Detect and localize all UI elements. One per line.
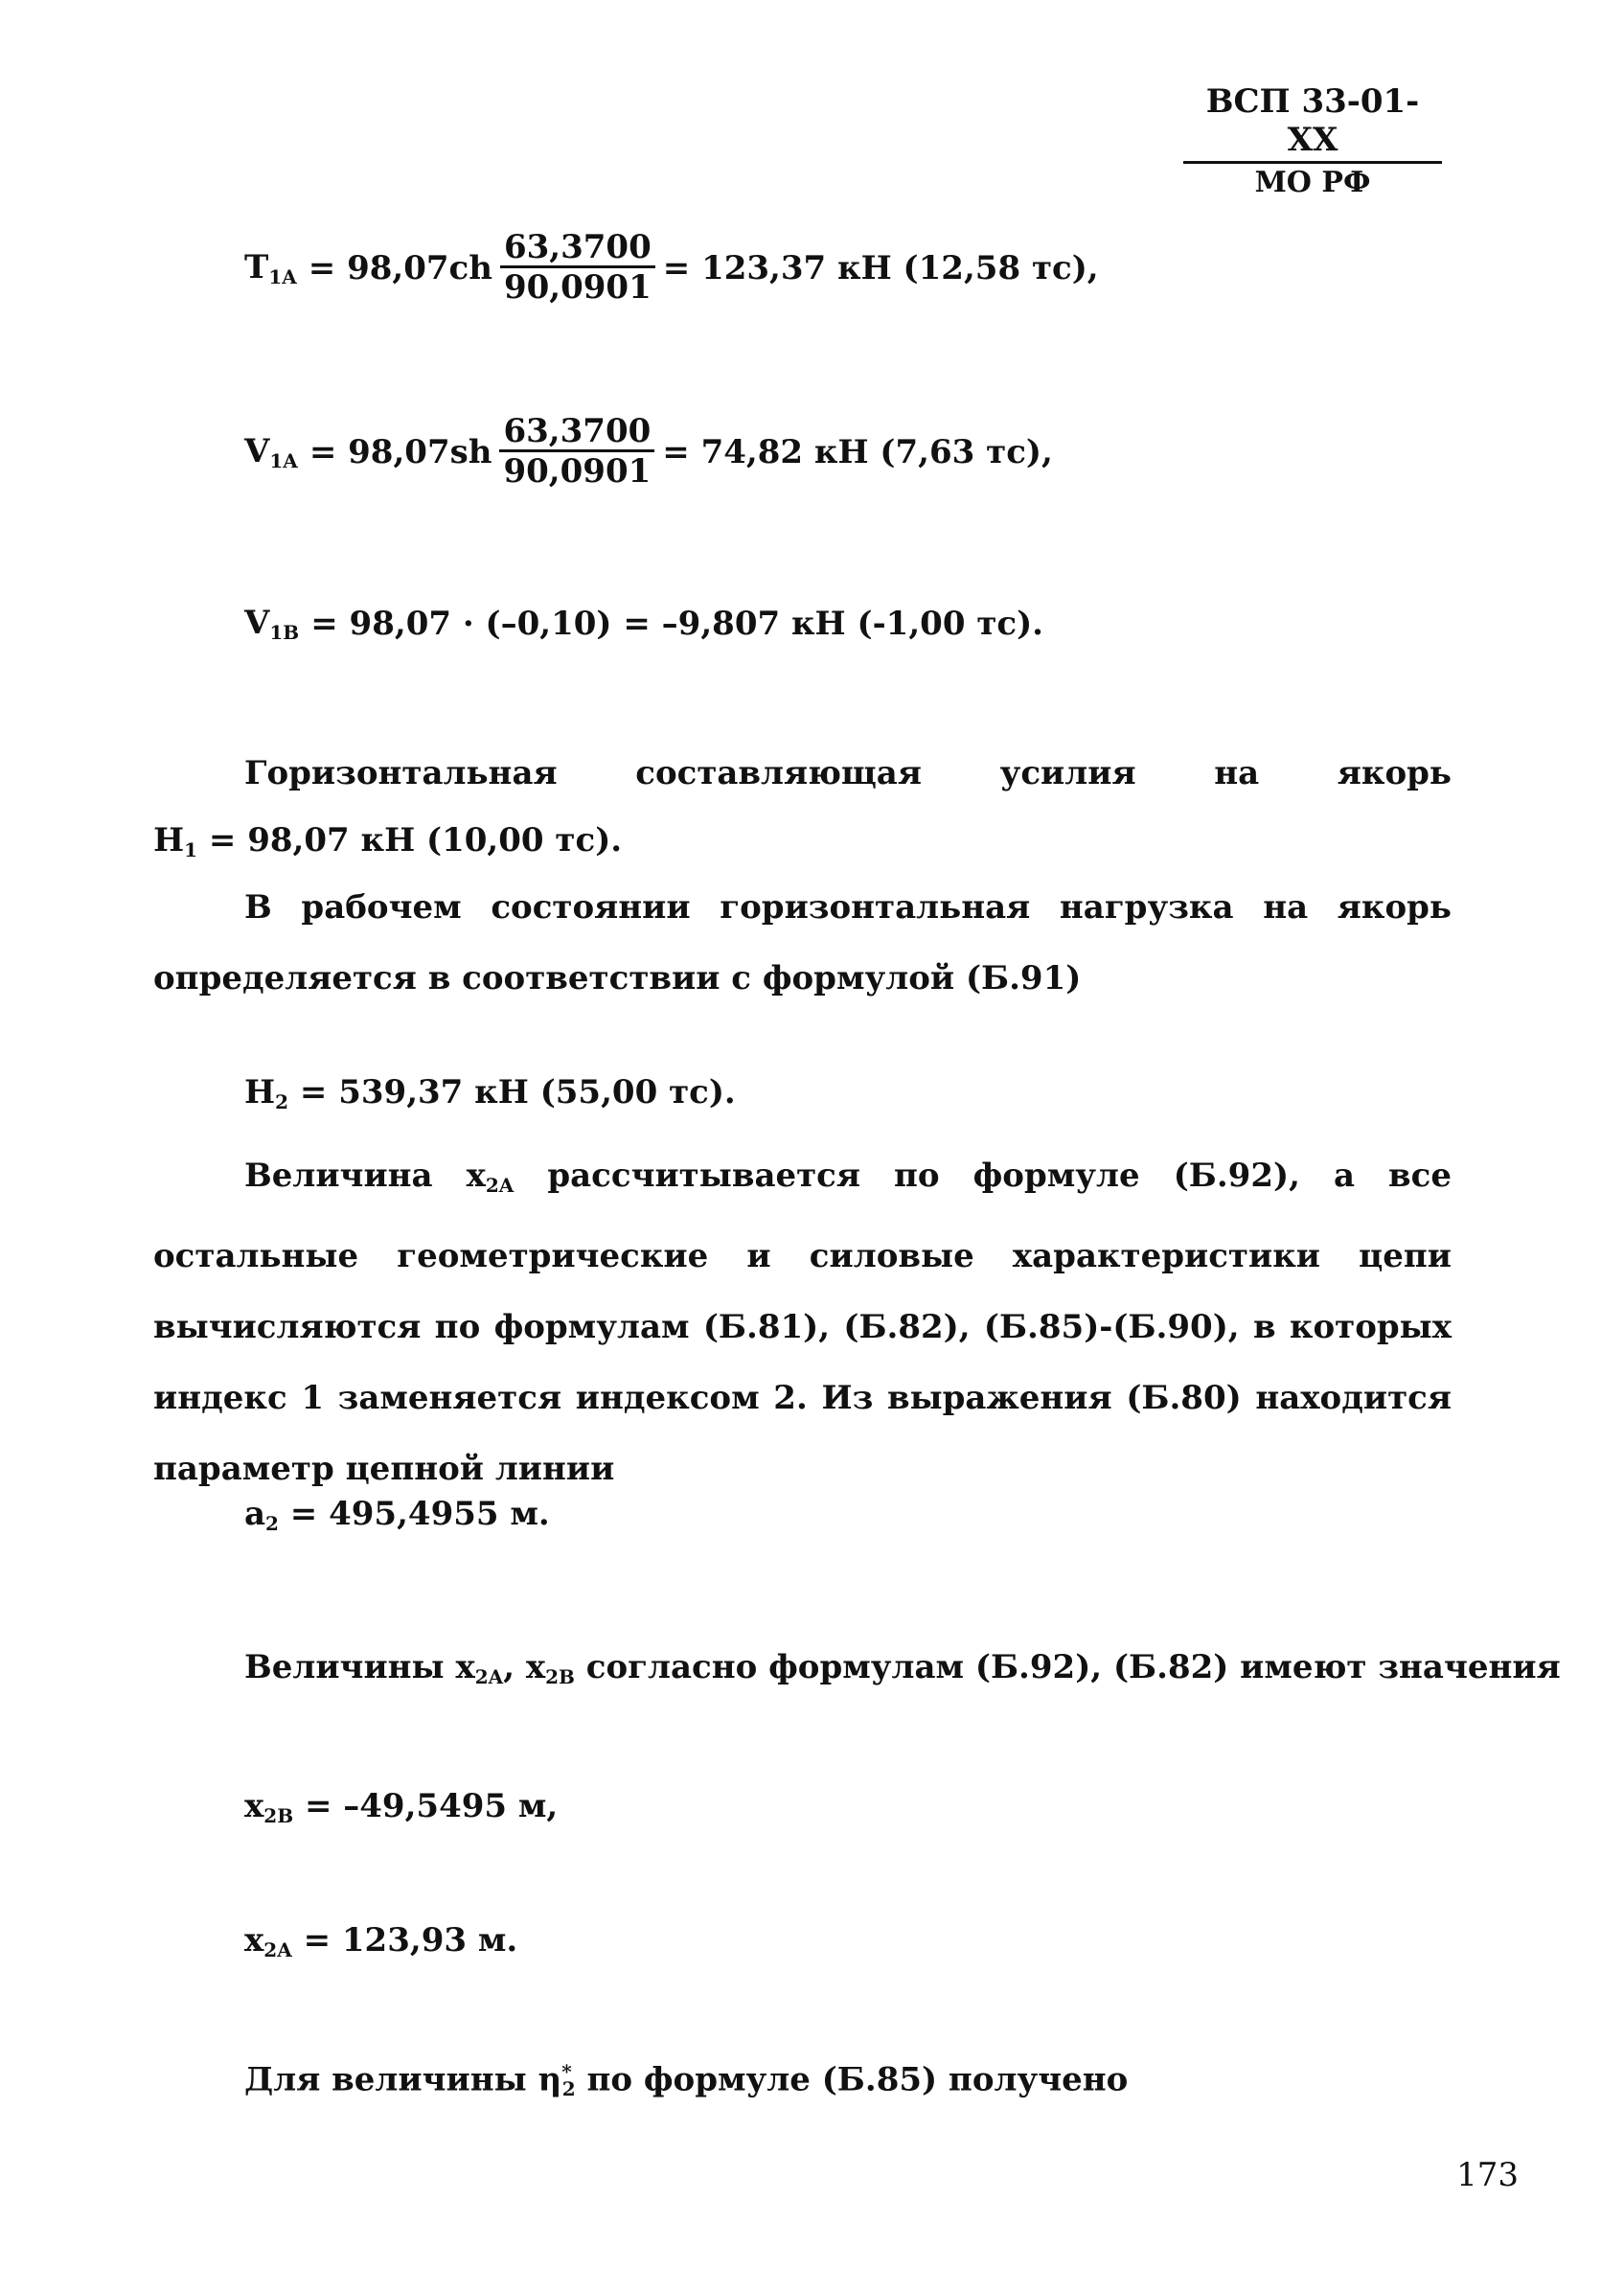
formula-fraction: [499, 414, 654, 491]
document-org: МО РФ: [1254, 166, 1371, 199]
formula-lhs: $T_{1A}$: [244, 247, 297, 288]
fraction-denominator: 90,0901: [500, 265, 655, 306]
formula-lhs: $V_{1A}$: [244, 431, 298, 472]
paragraph-working-state: В рабочем состоянии горизонтальная нагрузка на якорь определяется в соответствии с формулой (Б.91): [153, 888, 1452, 997]
formula-v1b: [244, 604, 1043, 644]
paragraph-horizontal-component: Горизонтальная составляющая усилия на якорь: [244, 754, 1452, 792]
formula-post: = 123,37 кН (12,58 тс),: [662, 248, 1099, 287]
document-header: [1183, 82, 1442, 199]
paragraph-eta-value: Для величины $\eta^*_2$ по формуле (Б.85) получено: [244, 2060, 1129, 2101]
formula-pre: = 98,07ch: [308, 248, 492, 287]
formula-v1a: [244, 414, 1053, 491]
formula-x2b: $x_{2B} = -49,5495$ м,: [244, 1787, 559, 1827]
formula-lhs: $V_{1B}$: [244, 604, 300, 644]
formula-x2a: $x_{2A} = 123,93$ м.: [244, 1921, 518, 1961]
fraction-numerator: 63,3700: [503, 412, 652, 450]
paragraph-x2a-x2b-values: Величины $x_{2A}$, $x_{2B}$ согласно формулам (Б.92), (Б.82) имеют значения: [244, 1648, 1561, 1688]
formula-h2: $H_2 = 539,37$ кН (55,00 тс).: [244, 1073, 736, 1113]
document-code: ВСП 33-01-XX: [1183, 82, 1442, 164]
formula-a2: $a_2 = 495,4955$ м.: [244, 1495, 550, 1535]
formula-fraction: [500, 230, 655, 307]
formula-t1a: [244, 230, 1099, 307]
fraction-numerator: 63,3700: [503, 228, 652, 266]
page-number: 173: [1456, 2156, 1519, 2194]
formula-pre: = 98,07sh: [309, 432, 492, 471]
fraction-denominator: 90,0901: [499, 449, 654, 490]
formula-post: = 74,82 кН (7,63 тс),: [662, 432, 1053, 471]
paragraph-h1-value: $H_1 = 98,07$ кН (10,00 тс).: [153, 821, 623, 861]
paragraph-x2a-calculation: Величина $x_{2A}$ рассчитывается по формуле (Б.92), а все остальные геометрические и силовые характеристики цепи вычисляются по формулам (Б.81), (Б.82), (Б.85)-(Б.90), в которых индекс 1 заменяется индексом 2. Из выражения (Б.80) находится параметр цепной линии: [153, 1157, 1452, 1488]
formula-rest: = 98,07 · (–0,10) = –9,807 кН (-1,00 тс).: [310, 605, 1044, 643]
